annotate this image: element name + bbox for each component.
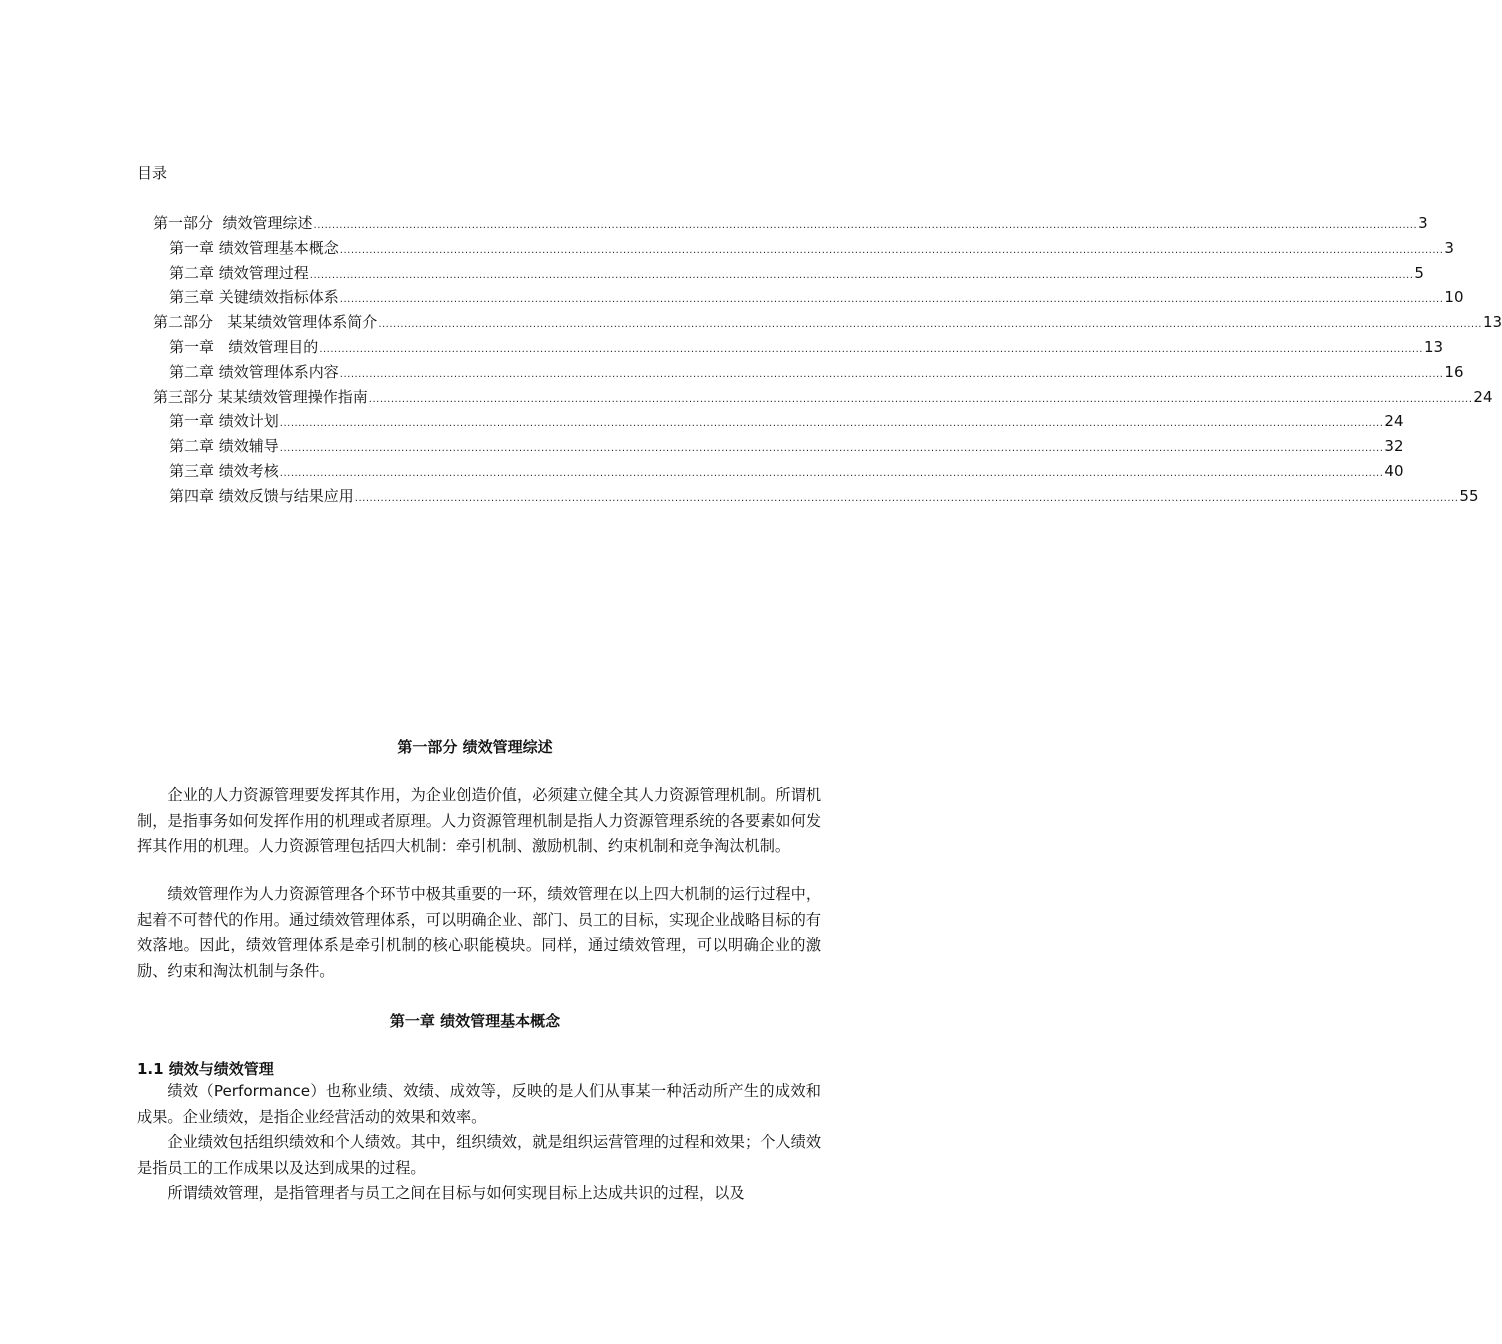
toc-entry[interactable] xyxy=(169,361,1464,383)
toc-entry-page: 32 xyxy=(1384,437,1404,456)
toc-entry[interactable] xyxy=(169,435,1404,457)
toc-leader-dots: ............................................................................................................................................................................................................................................................................................................ xyxy=(339,244,1444,256)
toc-entry-label: 第三章 关键绩效指标体系 xyxy=(169,288,339,307)
toc-title: 目录 xyxy=(137,164,168,182)
part1-paragraph-2: 绩效管理作为人力资源管理各个环节中极其重要的一环，绩效管理在以上四大机制的运行过程中，起着不可替代的作用。通过绩效管理体系，可以明确企业、部门、员工的目标，实现企业战略目标的有效落地。因此，绩效管理体系是牵引机制的核心职能模块。同样，通过绩效管理，可以明确企业的激励、约束和淘汰机制与条件。 xyxy=(137,885,821,980)
toc-entry-page: 13 xyxy=(1482,313,1502,332)
toc-leader-dots: ............................................................................................................................................................................................................................................................................................................ xyxy=(339,294,1444,306)
toc-entry-page: 13 xyxy=(1423,338,1444,356)
toc-entry-label: 第四章 绩效反馈与结果应用 xyxy=(169,486,354,505)
toc-entry-page: 3 xyxy=(1444,238,1454,257)
part1-heading: 第一部分 绩效管理综述 xyxy=(397,738,553,756)
toc-entry-label: 第二章 绩效管理体系内容 xyxy=(169,362,339,381)
toc-entry-page: 40 xyxy=(1384,462,1404,480)
section-title: 1.1 绩效与绩效管理 xyxy=(137,1060,274,1078)
toc-leader-dots: ............................................................................................................................................................................................................................................................................................................ xyxy=(368,393,1473,405)
toc-entry-label: 第一章 绩效管理目的 xyxy=(169,338,319,356)
chapter1-paragraph-1: 绩效（Performance）也称业绩、效绩、成效等，反映的是人们从事某一种活动所产生的成效和成果。企业绩效，是指企业经营活动的效果和效率。 xyxy=(137,1082,821,1126)
toc-entry-label: 第二章 绩效管理过程 xyxy=(169,263,309,282)
chapter1-paragraph-2: 企业绩效包括组织绩效和个人绩效。其中，组织绩效，就是组织运营管理的过程和效果；个人绩效是指员工的工作成果以及达到成果的过程。 xyxy=(137,1133,821,1177)
toc-entry-page: 10 xyxy=(1444,288,1464,307)
part1-paragraph-1: 企业的人力资源管理要发挥其作用，为企业创造价值，必须建立健全其人力资源管理机制。所谓机制，是指事务如何发挥作用的机理或者原理。人力资源管理机制是指人力资源管理系统的各要素如何发挥其作用的机理。人力资源管理包括四大机制：牵引机制、激励机制、约束机制和竞争淘汰机制。 xyxy=(137,786,821,856)
toc-entry[interactable] xyxy=(169,410,1404,432)
toc-entry-label: 第二部分 某某绩效管理体系简介 xyxy=(153,313,378,332)
toc-leader-dots: ............................................................................................................................................................................................................................................................................................................ xyxy=(354,492,1459,504)
toc-entry-label: 第二章 绩效辅导 xyxy=(169,437,279,456)
toc-entry[interactable] xyxy=(153,212,1428,234)
toc-entry-label: 第三部分 某某绩效管理操作指南 xyxy=(153,387,368,406)
toc-entry-label: 第一部分 绩效管理综述 xyxy=(153,214,313,232)
toc-leader-dots: ............................................................................................................................................................................................................................................................................................................ xyxy=(378,319,1482,331)
toc-entry-page: 24 xyxy=(1384,412,1404,431)
toc-entry[interactable] xyxy=(169,336,1444,358)
toc-entry-page: 24 xyxy=(1473,387,1493,406)
toc-entry[interactable] xyxy=(169,460,1404,482)
toc-entry-page: 16 xyxy=(1444,362,1464,381)
toc-entry[interactable] xyxy=(153,311,1502,333)
chapter1-paragraph-3: 所谓绩效管理，是指管理者与员工之间在目标与如何实现目标上达成共识的过程，以及 xyxy=(167,1184,745,1202)
toc-entry-label: 第一章 绩效计划 xyxy=(169,412,279,431)
toc-entry-label: 第三章 绩效考核 xyxy=(169,462,279,480)
toc-entry[interactable] xyxy=(169,262,1424,284)
toc-leader-dots: ............................................................................................................................................................................................................................................................................................................ xyxy=(313,220,1418,231)
toc-entry-page: 55 xyxy=(1459,486,1479,505)
toc-entry-page: 5 xyxy=(1414,263,1424,282)
toc-leader-dots: ............................................................................................................................................................................................................................................................................................................ xyxy=(319,344,1423,355)
toc-leader-dots: ............................................................................................................................................................................................................................................................................................................ xyxy=(339,368,1444,380)
toc-entry[interactable] xyxy=(153,386,1493,408)
toc-leader-dots: ............................................................................................................................................................................................................................................................................................................ xyxy=(309,269,1414,281)
toc-entry[interactable] xyxy=(169,485,1479,507)
toc-entry-page: 3 xyxy=(1418,214,1428,232)
toc-leader-dots: ............................................................................................................................................................................................................................................................................................................ xyxy=(279,468,1384,479)
toc-entry[interactable] xyxy=(169,286,1464,308)
toc-entry-label: 第一章 绩效管理基本概念 xyxy=(169,238,339,257)
chapter1-heading: 第一章 绩效管理基本概念 xyxy=(389,1012,561,1030)
toc-leader-dots: ............................................................................................................................................................................................................................................................................................................ xyxy=(279,418,1384,430)
toc-entry[interactable] xyxy=(169,237,1454,259)
toc-leader-dots: ............................................................................................................................................................................................................................................................................................................ xyxy=(279,443,1384,455)
